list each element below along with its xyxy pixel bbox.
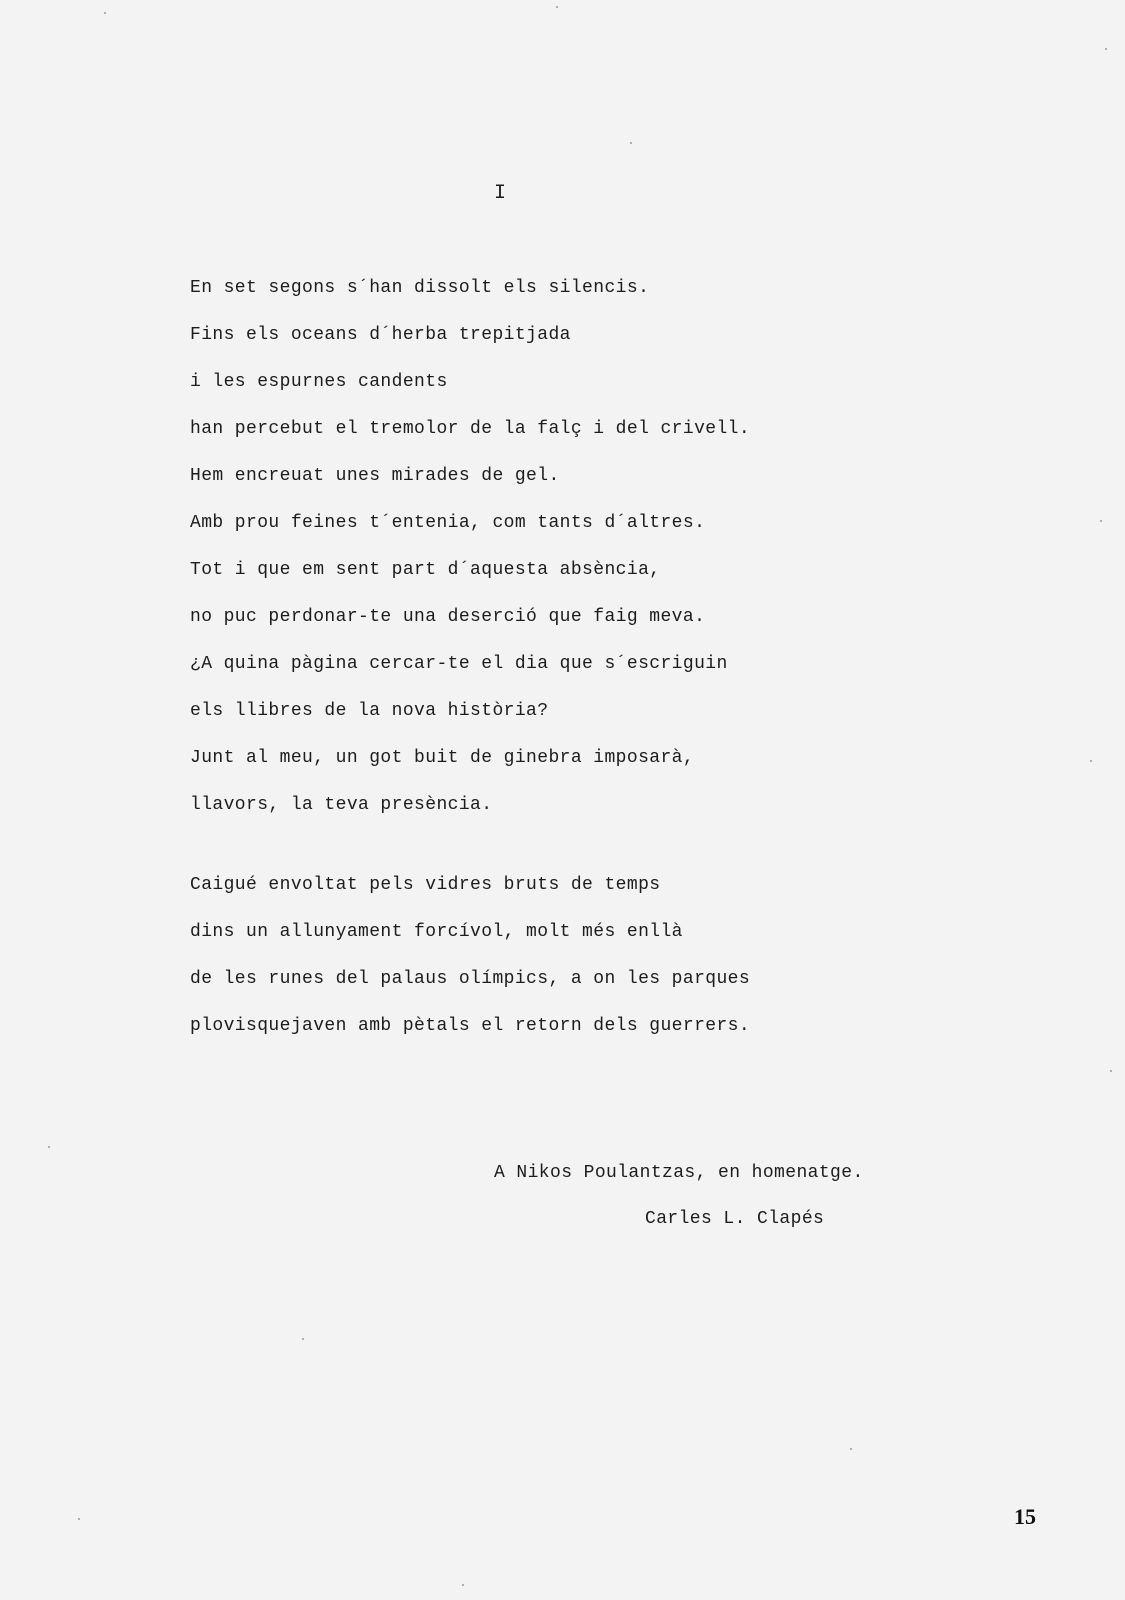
poem-line: plovisquejaven amb pètals el retorn dels guerrers. [190,1016,751,1036]
poem-line: Amb prou feines t´entenia, com tants d´altres. [190,513,706,533]
dedication: A Nikos Poulantzas, en homenatge. [494,1163,864,1183]
speck [1105,48,1107,50]
poem-line: Junt al meu, un got buit de ginebra imposarà, [190,748,695,768]
speck [1100,520,1102,522]
poem-line: Caigué envoltat pels vidres bruts de temps [190,875,661,895]
poem-line: i les espurnes candents [190,372,448,392]
poem [190,0,751,1036]
poem-line: Tot i que em sent part d´aquesta absència, [190,560,661,580]
poem-line: ¿A quina pàgina cercar-te el dia que s´escriguin [190,654,728,674]
poem-line: els llibres de la nova història? [190,701,549,721]
speck [1110,1070,1112,1072]
page-number: 15 [1014,1504,1036,1529]
speck [1090,760,1092,762]
poem-line: han percebut el tremolor de la falç i del crivell. [190,419,751,439]
speck [462,1584,464,1586]
speck [556,6,558,8]
poem-line: llavors, la teva presència. [190,795,493,815]
speck [630,142,632,144]
poem-line: no puc perdonar-te una deserció que faig meva. [190,607,706,627]
speck [78,1518,80,1520]
section-numeral: I [494,182,507,205]
speck [104,12,106,14]
speck [302,1338,304,1340]
poem-line: Fins els oceans d´herba trepitjada [190,325,571,345]
poem-line: En set segons s´han dissolt els silencis. [190,278,650,298]
poem-line: dins un allunyament forcívol, molt més enllà [190,922,683,942]
poem-line: de les runes del palaus olímpics, a on les parques [190,969,751,989]
poem-line: Hem encreuat unes mirades de gel. [190,466,560,486]
speck [48,1146,50,1148]
author-signature: Carles L. Clapés [645,1209,825,1229]
speck [850,1448,852,1450]
